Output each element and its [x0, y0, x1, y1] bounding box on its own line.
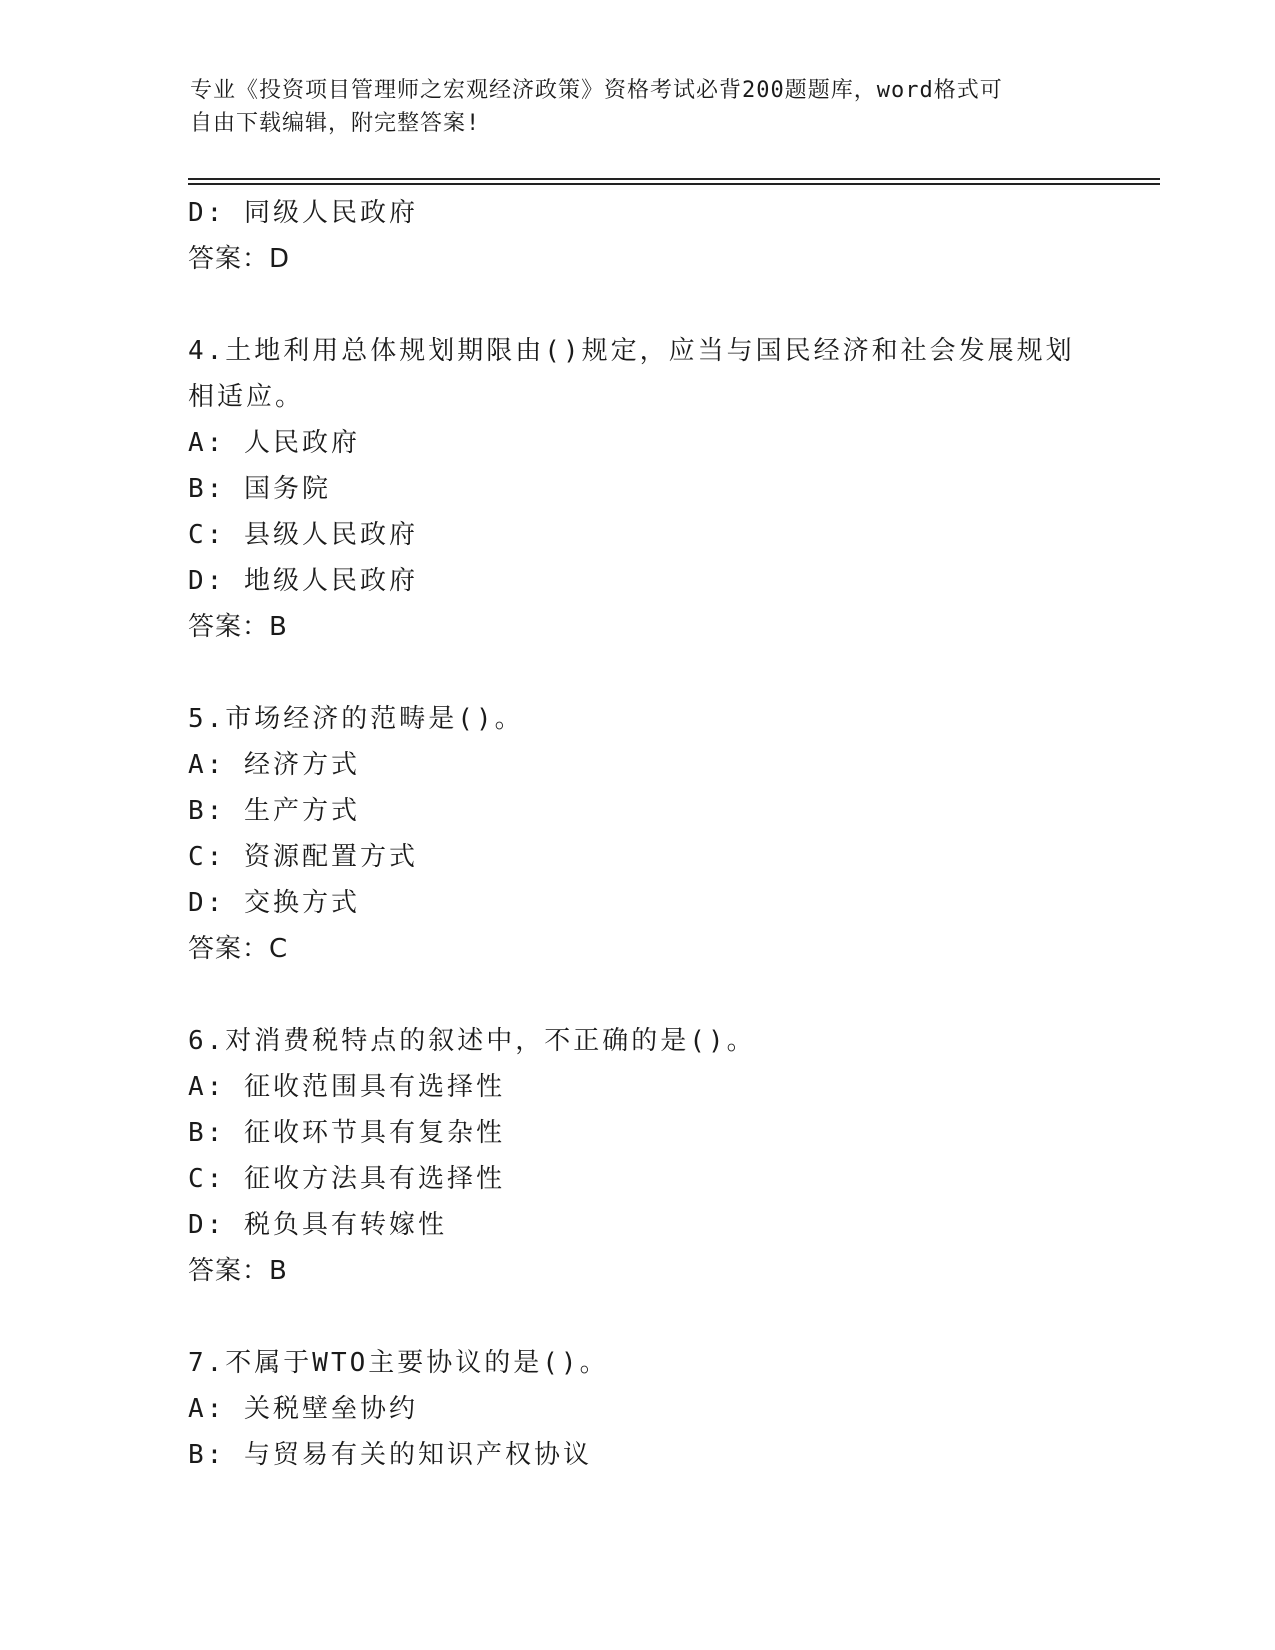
q5-stem-line-1: 5.市场经济的范畴是()。 — [188, 704, 524, 734]
spacer — [188, 282, 1088, 328]
q4-stem-line-2: 相适应。 — [188, 382, 305, 412]
q5-option-c: C: 资源配置方式 — [188, 842, 418, 872]
q6-option-b: B: 征收环节具有复杂性 — [188, 1118, 505, 1148]
q7-option-a: A: 关税壁垒协约 — [188, 1394, 418, 1424]
q6-answer: 答案：B — [188, 1256, 288, 1286]
question-4 — [188, 328, 1088, 650]
document-header — [190, 74, 1070, 140]
q6-option-d: D: 税负具有转嫁性 — [188, 1210, 447, 1240]
q5-option-a: A: 经济方式 — [188, 750, 360, 780]
q6-option-a: A: 征收范围具有选择性 — [188, 1072, 505, 1102]
q3-option-d: D: 同级人民政府 — [188, 198, 418, 228]
question-5 — [188, 696, 1088, 972]
header-line-2: 自由下载编辑，附完整答案! — [190, 111, 481, 136]
q5-option-d: D: 交换方式 — [188, 888, 360, 918]
q7-stem-line-1: 7.不属于WTO主要协议的是()。 — [188, 1348, 609, 1378]
q4-stem-line-1: 4.土地利用总体规划期限由()规定，应当与国民经济和社会发展规划 — [188, 336, 1075, 366]
q4-answer: 答案：B — [188, 612, 288, 642]
header-divider-bottom — [188, 183, 1160, 185]
q4-option-d: D: 地级人民政府 — [188, 566, 418, 596]
spacer — [188, 650, 1088, 696]
spacer — [188, 972, 1088, 1018]
spacer — [188, 1294, 1088, 1340]
q6-stem-line-1: 6.对消费税特点的叙述中，不正确的是()。 — [188, 1026, 756, 1056]
question-list — [188, 190, 1088, 1478]
question-7 — [188, 1340, 1088, 1478]
q5-answer: 答案：C — [188, 934, 289, 964]
q7-option-b: B: 与贸易有关的知识产权协议 — [188, 1440, 592, 1470]
header-line-1: 专业《投资项目管理师之宏观经济政策》资格考试必背200题题库，word格式可 — [190, 78, 1003, 103]
q4-option-a: A: 人民政府 — [188, 428, 360, 458]
q3-answer: 答案：D — [188, 244, 291, 274]
q5-option-b: B: 生产方式 — [188, 796, 360, 826]
q4-option-c: C: 县级人民政府 — [188, 520, 418, 550]
question-6 — [188, 1018, 1088, 1294]
q6-option-c: C: 征收方法具有选择性 — [188, 1164, 505, 1194]
q4-option-b: B: 国务院 — [188, 474, 331, 504]
header-divider-top — [188, 178, 1160, 180]
